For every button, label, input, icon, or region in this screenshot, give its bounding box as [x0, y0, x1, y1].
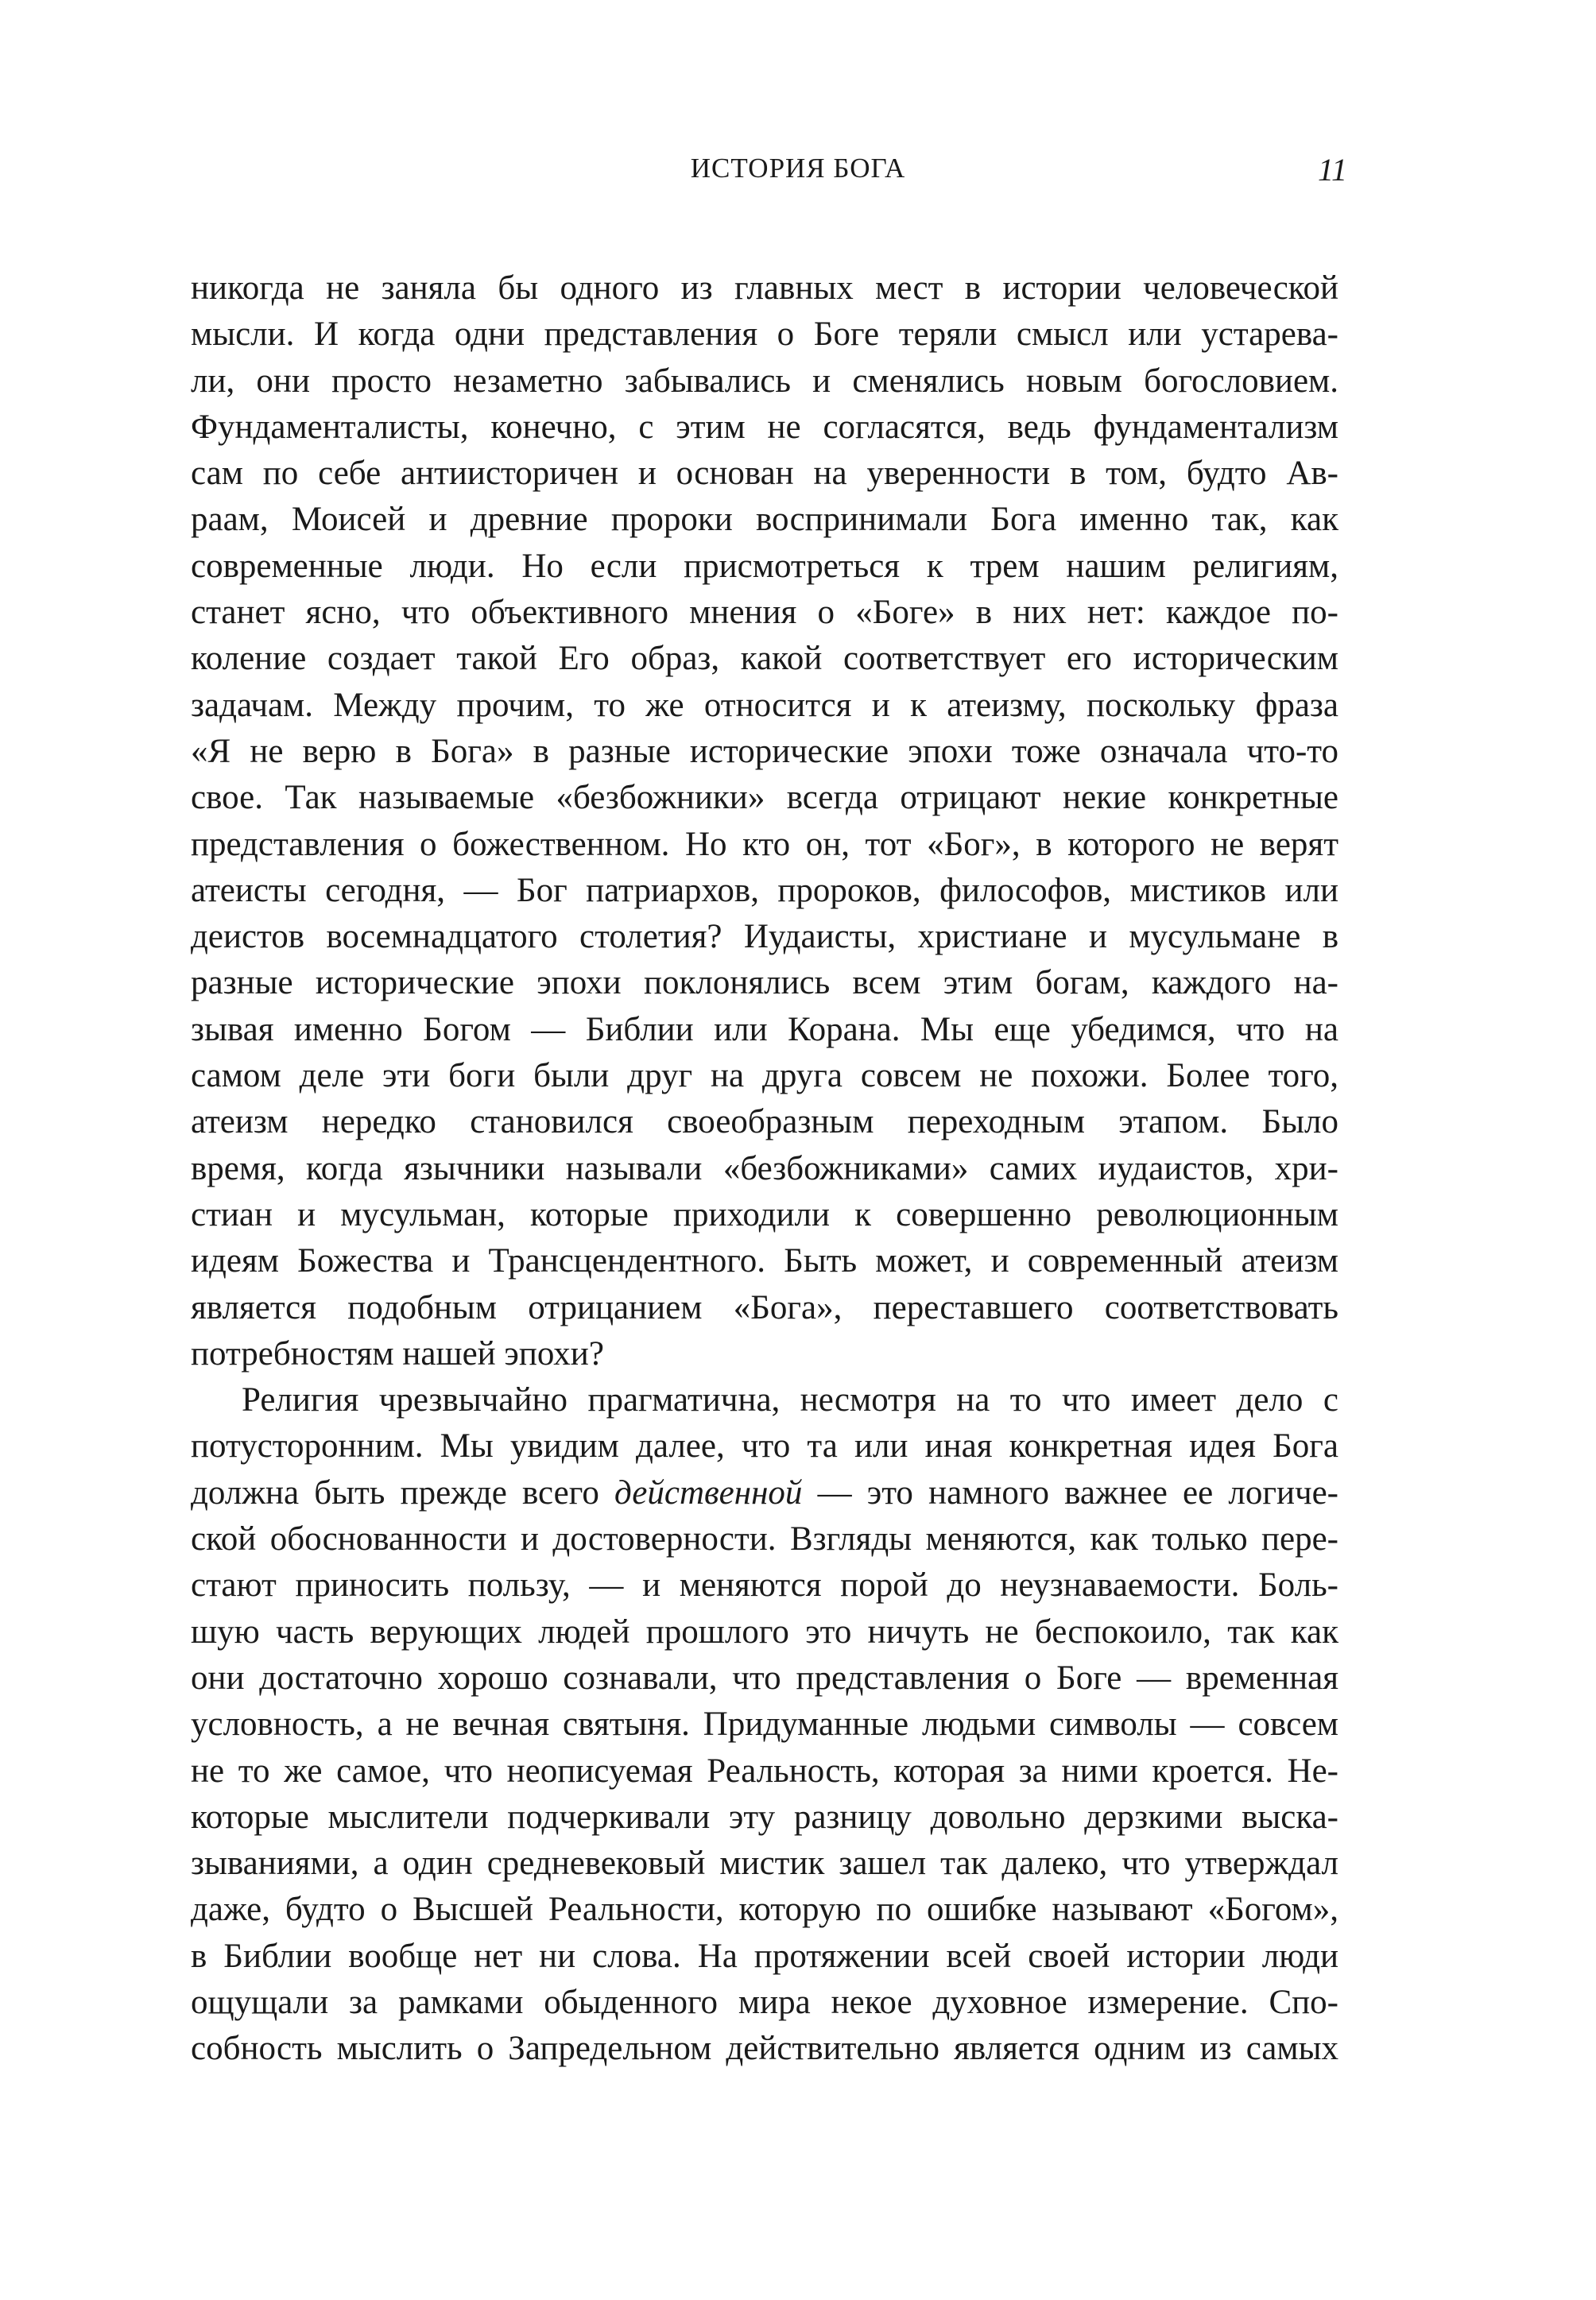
page-number: 11 [1317, 152, 1347, 188]
text-line: зываниями, а один средневековый мистик зашел так далеко, что утверждал [191, 1845, 1338, 1883]
text-line: время, когда язычники называли «безбожниками» самих иудаистов, хри- [191, 1149, 1338, 1187]
text-line: «Я не верю в Бога» в разные исторические эпохи тоже означала что-то [191, 732, 1338, 770]
text-line: коление создает такой Его образ, какой соответствует его историческим [191, 640, 1338, 678]
text-line: не то же самое, что неописуемая Реальность, которая за ними кроется. Не- [191, 1752, 1338, 1790]
text-line: никогда не заняла бы одного из главных мест в истории человеческой [191, 269, 1338, 307]
text-line: деистов восемнадцатого столетия? Иудаисты, христиане и мусульмане в [191, 918, 1338, 956]
text-line: условность, а не вечная святыня. Придуманные людьми символы — совсем [191, 1706, 1338, 1744]
line-text-before: должна быть прежде всего [191, 1473, 614, 1512]
text-line: Религия чрезвычайно прагматична, несмотря на то что имеет дело с [242, 1381, 1338, 1419]
text-line: атеизм нередко становился своеобразным переходным этапом. Было [191, 1103, 1338, 1141]
text-line: ощущали за рамками обыденного мира некое духовное измерение. Спо- [191, 1983, 1338, 2021]
text-line: которые мыслители подчеркивали эту разницу довольно дерзкими выска- [191, 1798, 1338, 1836]
text-line: зывая именно Богом — Библии или Корана. Мы еще убедимся, что на [191, 1010, 1338, 1048]
text-line: мысли. И когда одни представления о Боге теряли смысл или устарева- [191, 316, 1338, 354]
running-head: ИСТОРИЯ БОГА [690, 153, 906, 184]
text-line: станет ясно, что объективного мнения о «Боге» в них нет: каждое по- [191, 594, 1338, 632]
text-line: современные люди. Но если присмотреться к трем нашим религиям, [191, 547, 1338, 585]
text-line: даже, будто о Высшей Реальности, которую по ошибке называют «Богом», [191, 1891, 1338, 1929]
text-line: стиан и мусульман, которые приходили к совершенно революционным [191, 1195, 1338, 1233]
text-line: атеисты сегодня, — Бог патриархов, пророков, философов, мистиков или [191, 871, 1338, 909]
text-line: ли, они просто незаметно забывались и сменялись новым богословием. [191, 362, 1338, 400]
text-line: они достаточно хорошо сознавали, что представления о Боге — временная [191, 1659, 1338, 1697]
body-text [191, 265, 1338, 2073]
text-line: стают приносить пользу, — и меняются порой до неузнаваемости. Боль- [191, 1566, 1338, 1605]
text-line: разные исторические эпохи поклонялись всем этим богам, каждого на- [191, 964, 1338, 1002]
text-line: потусторонним. Мы увидим далее, что та или иная конкретная идея Бога [191, 1427, 1338, 1466]
text-line: является подобным отрицанием «Бога», переставшего соответствовать [191, 1288, 1338, 1326]
text-line-with-emphasis [191, 1470, 1338, 1516]
text-line: сам по себе антиисторичен и основан на уверенности в том, будто Ав- [191, 455, 1338, 493]
text-line: ской обоснованности и достоверности. Взгляды меняются, как только пере- [191, 1520, 1338, 1559]
text-line: представления о божественном. Но кто он, тот «Бог», в которого не верят [191, 825, 1338, 863]
text-line: самом деле эти боги были друг на друга совсем не похожи. Более того, [191, 1057, 1338, 1095]
text-line: задачам. Между прочим, то же относится и к атеизму, поскольку фраза [191, 686, 1338, 724]
text-line: свое. Так называемые «безбожники» всегда отрицают некие конкретные [191, 779, 1338, 817]
text-line: потребностям нашей эпохи? [191, 1334, 604, 1373]
text-line: шую часть верующих людей прошлого это ничуть не беспокоило, так как [191, 1613, 1338, 1651]
text-line: Фундаменталисты, конечно, с этим не согласятся, ведь фундаментализм [191, 408, 1338, 446]
line-text-after: — это намного важнее ее логиче- [802, 1473, 1338, 1512]
text-line: идеям Божества и Трансцендентного. Быть может, и современный атеизм [191, 1242, 1338, 1280]
text-line: в Библии вообще нет ни слова. На протяжении всей своей истории люди [191, 1937, 1338, 1975]
text-line: раам, Моисей и древние пророки воспринимали Бога именно так, как [191, 501, 1338, 539]
text-line: собность мыслить о Запредельном действительно является одним из самых [191, 2030, 1338, 2068]
emphasized-word: действенной [614, 1473, 803, 1512]
